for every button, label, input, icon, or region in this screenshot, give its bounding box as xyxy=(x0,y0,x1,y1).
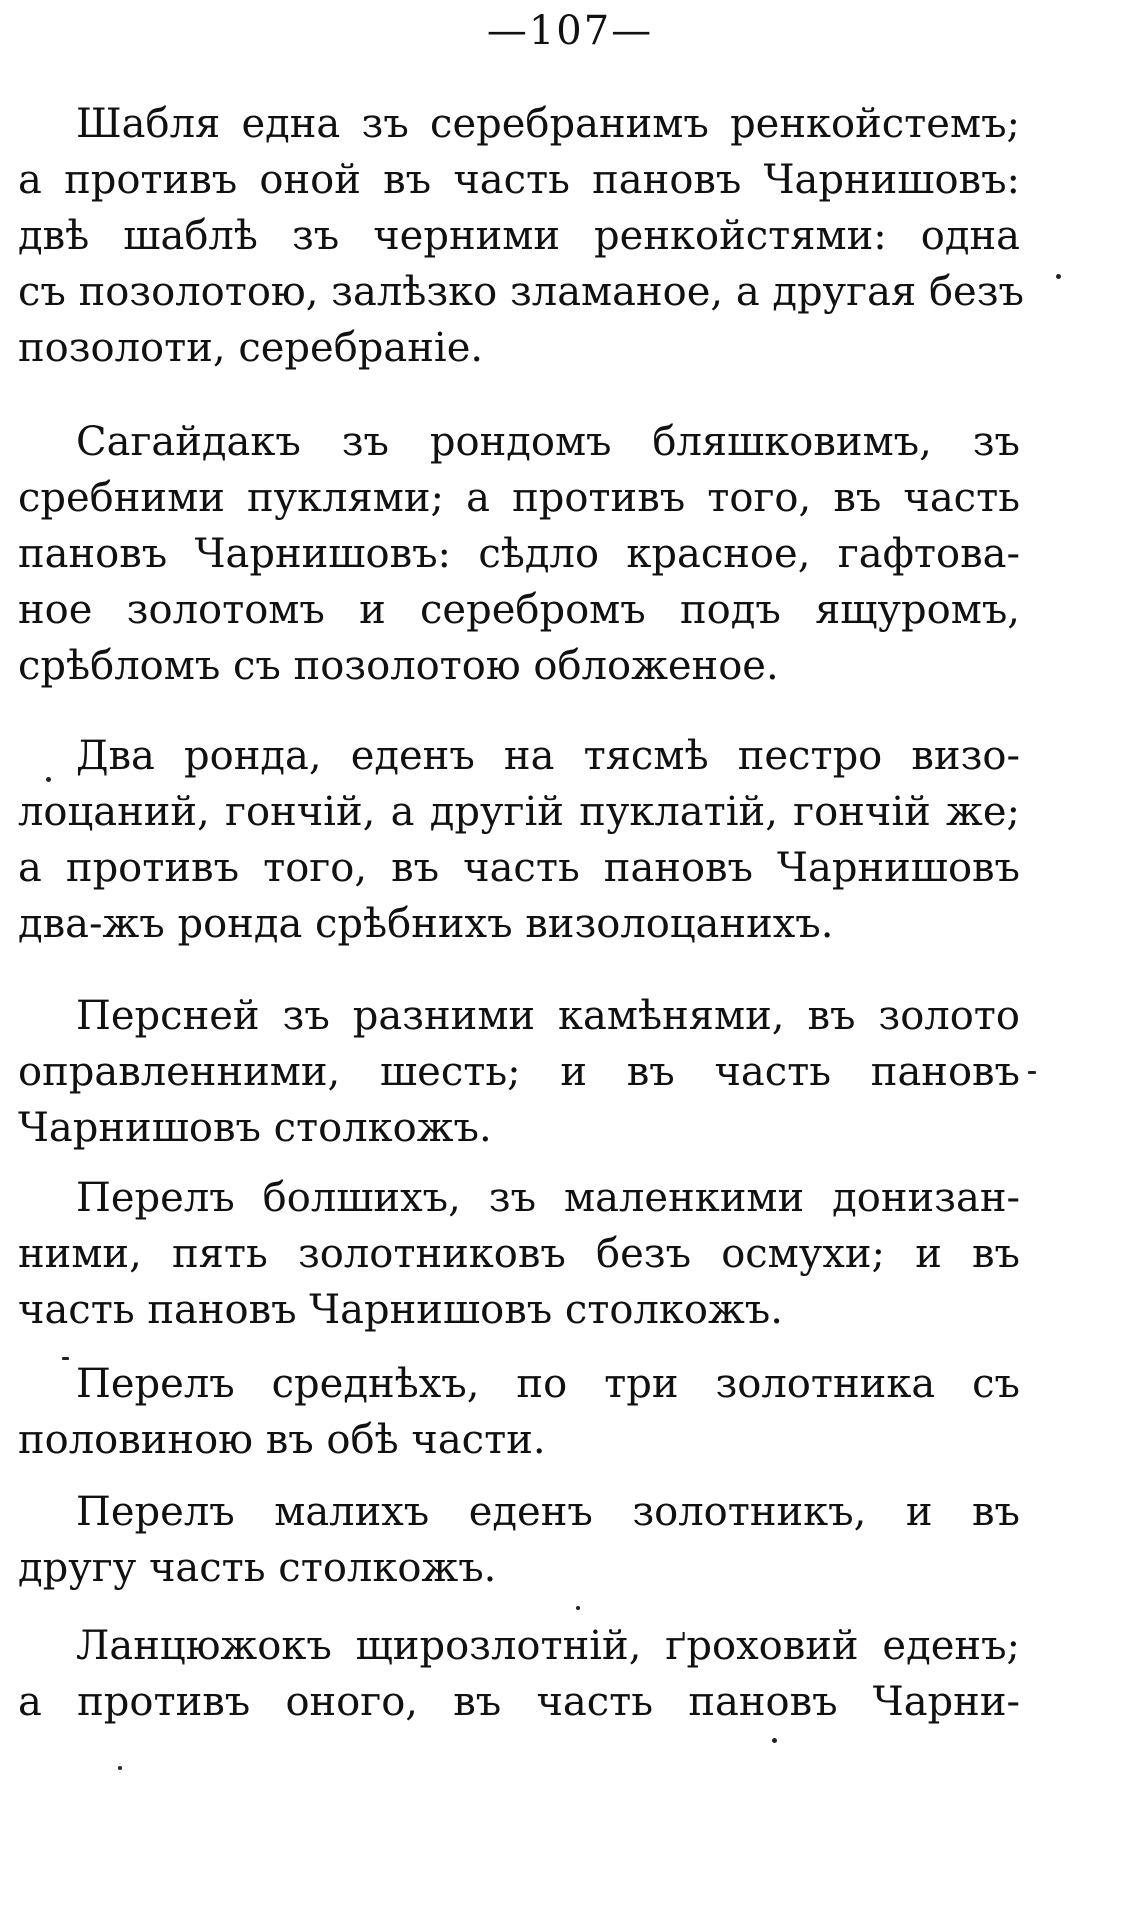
page-number: —107— xyxy=(486,8,654,54)
paragraph-2 xyxy=(18,414,1020,694)
text-line: Перелъ среднѣхъ, по три золотника съ xyxy=(76,1361,1020,1407)
text-line: а противъ того, въ часть пановъ Чарнишовъ xyxy=(18,845,1020,891)
paragraph-4 xyxy=(18,988,1020,1156)
text-line: Ланцюжокъ щирозлотній, ґроховий еденъ; xyxy=(76,1623,1020,1669)
scan-speck xyxy=(62,1357,69,1360)
paragraph-3 xyxy=(18,728,1020,952)
text-line: два-жъ ронда срѣбнихъ визолоцанихъ. xyxy=(18,901,834,947)
text-line: Перелъ болшихъ, зъ маленкими донизан- xyxy=(76,1175,1020,1221)
scan-speck xyxy=(772,1738,777,1743)
scan-speck xyxy=(46,777,51,782)
text-line: двѣ шаблѣ зъ черними ренкойстями: одна xyxy=(18,213,1020,259)
text-line: часть пановъ Чарнишовъ столкожъ. xyxy=(18,1287,783,1333)
text-line: оправленними, шесть; и въ часть пановъ xyxy=(18,1049,1020,1095)
paragraph-7 xyxy=(18,1484,1020,1596)
paragraph-6 xyxy=(18,1356,1020,1468)
text-line: Сагайдакъ зъ рондомъ бляшковимъ, зъ xyxy=(76,419,1020,465)
text-line: срѣбломъ съ позолотою обложеное. xyxy=(18,643,779,689)
scan-speck xyxy=(1056,274,1061,279)
text-line: Чарнишовъ столкожъ. xyxy=(18,1105,492,1151)
text-line: Два ронда, еденъ на тясмѣ пестро визо- xyxy=(76,733,1020,779)
scan-speck xyxy=(1028,1071,1036,1074)
paragraph-1 xyxy=(18,96,1024,376)
text-line: а противъ оной въ часть пановъ Чарнишовъ: xyxy=(18,157,1020,203)
text-line: пановъ Чарнишовъ: сѣдло красное, гафтова- xyxy=(18,531,1020,577)
text-line: позолоти, серебраніе. xyxy=(18,325,484,371)
text-line: а противъ оного, въ часть пановъ Чарни- xyxy=(18,1679,1020,1725)
text-line: ними, пять золотниковъ безъ осмухи; и въ xyxy=(18,1231,1020,1277)
text-line: Персней зъ разними камѣнями, въ золото xyxy=(76,993,1020,1039)
scan-speck xyxy=(576,1606,580,1610)
text-line: съ позолотою, залѣзко зламаное, а другая безъ xyxy=(18,269,1024,315)
text-line: половиною въ обѣ части. xyxy=(18,1417,546,1463)
text-line: другу часть столкожъ. xyxy=(18,1545,497,1591)
text-line: сребними пуклями; а противъ того, въ часть xyxy=(18,475,1020,521)
text-line: лоцаний, гончій, а другій пуклатій, гончій же; xyxy=(18,789,1020,835)
text-line: Шабля една зъ серебранимъ ренкойстемъ; xyxy=(76,101,1020,147)
text-line: Перелъ малихъ еденъ золотникъ, и въ xyxy=(76,1489,1020,1535)
text-line: ное золотомъ и серебромъ подъ ящуромъ, xyxy=(18,587,1020,633)
scan-speck xyxy=(118,1766,122,1770)
paragraph-8 xyxy=(18,1618,1020,1730)
paragraph-5 xyxy=(18,1170,1020,1338)
